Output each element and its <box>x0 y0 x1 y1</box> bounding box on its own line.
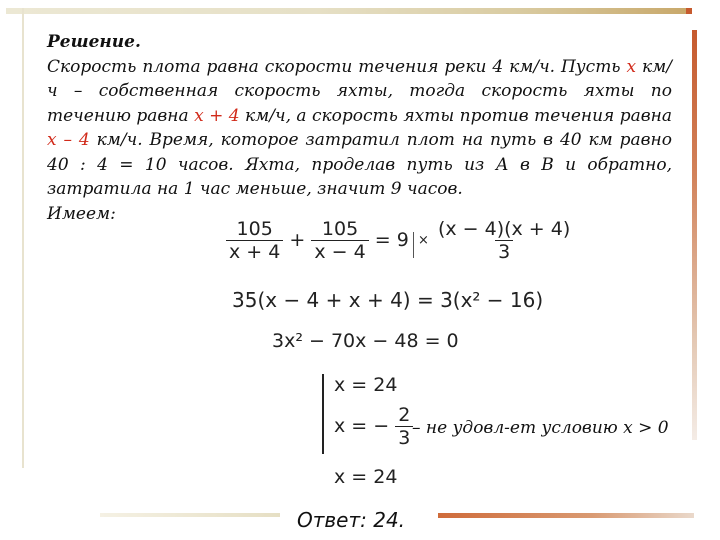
body-part-1: Скорость плота равна скорости течения реки 4 км/ч. Пусть <box>47 56 627 77</box>
bottom-frame-bar-left <box>100 513 280 517</box>
multiplier-numerator: (x − 4)(x + 4) <box>437 218 571 240</box>
final-root: x = 24 <box>334 466 398 488</box>
imeem-label: Имеем: <box>47 203 116 224</box>
body-part-2: км/ч – собственная скорость яхты, тогда скорость яхты по течению равна <box>47 56 672 126</box>
plus-sign: + <box>289 229 306 251</box>
speed-upstream: x – 4 <box>47 130 90 150</box>
solution-heading: Решение. <box>47 32 141 52</box>
root-2-lhs: x = − <box>334 415 390 437</box>
fraction-1 <box>226 218 283 263</box>
speed-downstream: x + 4 <box>194 105 240 126</box>
equation-1-multiplier <box>418 218 573 263</box>
root-1: x = 24 <box>334 374 398 396</box>
equation-1-rhs: = 9 <box>374 229 409 251</box>
body-part-3: км/ч, а скорость яхты против течения равна <box>239 105 672 126</box>
multiplier-denominator: 3 <box>495 240 513 263</box>
answer-text: Ответ: 24. <box>297 508 406 532</box>
top-frame-bar <box>6 8 690 14</box>
fraction-1-denominator: x + 4 <box>226 240 283 263</box>
fraction-2-numerator: 105 <box>321 218 359 240</box>
multiplier-fraction <box>435 218 573 263</box>
multiplier-divider <box>413 232 414 258</box>
root-2-note: – не удовл-ет условию x > 0 <box>412 418 669 438</box>
fraction-2-denominator: x − 4 <box>311 240 368 263</box>
root-2-denominator: 3 <box>395 426 413 449</box>
right-frame-bar <box>692 30 697 440</box>
multiply-sign: × <box>418 233 429 248</box>
left-frame-line <box>22 8 24 468</box>
root-2-numerator: 2 <box>398 404 411 426</box>
fraction-2 <box>311 218 368 263</box>
equation-1 <box>226 218 409 263</box>
body-part-4: км/ч. Время, которое затратил плот на путь в 40 км равно 40 : 4 = 10 часов. Яхта, проделав путь из А в В и обратно, затратила на 1 час меньше, значит 9 часов. <box>47 130 672 199</box>
fraction-1-numerator: 105 <box>236 218 273 240</box>
solution-text <box>47 30 672 226</box>
root-2 <box>334 404 413 449</box>
system-bracket <box>322 374 330 454</box>
variable-x: x <box>626 56 637 77</box>
root-2-fraction <box>395 404 413 449</box>
bottom-frame-bar-right <box>438 513 694 518</box>
equation-3: 3x² − 70x − 48 = 0 <box>272 330 459 352</box>
top-frame-accent <box>686 8 692 14</box>
solution-paragraph <box>47 55 672 202</box>
equation-2: 35(x − 4 + x + 4) = 3(x² − 16) <box>232 288 544 312</box>
